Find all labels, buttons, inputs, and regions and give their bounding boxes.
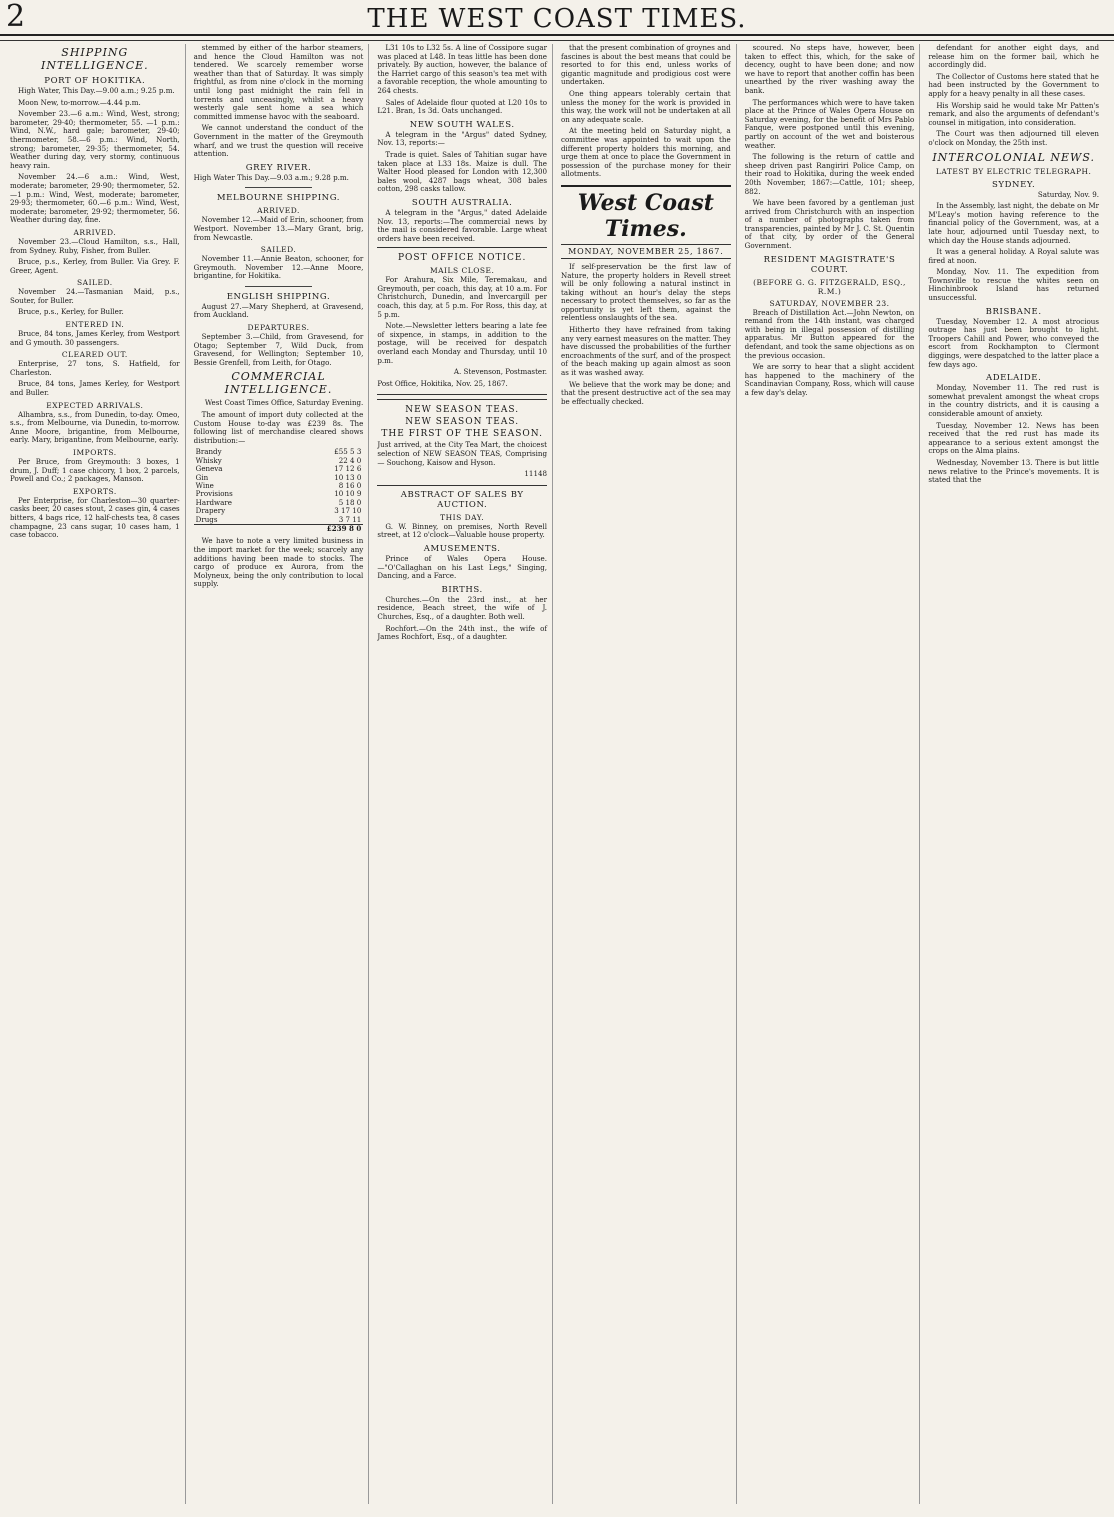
tea-ad-ref: 11148 xyxy=(524,469,547,479)
sales-heading: ABSTRACT OF SALES BY AUCTION. xyxy=(400,489,524,510)
tea-market: L31 10s to L32 5s. A line of Cossipore sugar was placed at L48. In teas little has been done privately. By auction, however, the balance of the Harriet cargo of this season's tea met with a favorable reception, the whole amounting to 264 chests. xyxy=(377,44,547,95)
births-heading: BIRTHS. xyxy=(441,584,483,595)
intercolonial-heading: INTERCOLONIAL NEWS. xyxy=(932,150,1096,164)
amusements-text: Prince of Wales Opera House.—"O'Callaghan on his Last Legs," Singing, Dancing, and a Farce. xyxy=(377,553,547,581)
duty-amount: 10 13 0 xyxy=(334,472,362,482)
duty-item: Geneva xyxy=(195,464,223,474)
court-continued-3: His Worship said he would take Mr Patten's remark, and also the arguments of defendant's counsel in mitigation, into consideration. xyxy=(928,100,1099,127)
port-heading: PORT OF HOKITIKA. xyxy=(44,76,146,86)
commercial-heading: COMMERCIAL INTELLIGENCE. xyxy=(224,370,333,397)
duty-item: Drugs xyxy=(195,514,218,524)
court-date: SATURDAY, NOVEMBER 23. xyxy=(769,298,890,308)
editorial-text-1: that the present combination of groynes and fascines is about the best means that could be resorted to for this end, unless works of gigantic magnitude and prodigious cost were undertaken. xyxy=(561,44,731,87)
duty-table xyxy=(194,448,364,533)
tea-ad-title-2: NEW SEASON TEAS. xyxy=(405,417,520,428)
court-text: Breach of Distillation Act.—John Newton, on remand from the 14th instant, was charged with being in illegal possession of distilling apparatus. Mr Button appeared for the defendant, and took the same objections as on the previous occasion. xyxy=(744,307,915,360)
melb-arrived-text: November 12.—Maid of Erin, schooner, from Westport. November 13.—Mary Grant, brig, from Newcastle. xyxy=(193,215,364,242)
court-continued-2: The Collector of Customs here stated that he had been instructed by the Government to apply for a heavy penalty in all these cases. xyxy=(928,71,1099,98)
duty-amount: 8 16 0 xyxy=(338,481,362,491)
flour-market: Sales of Adelaide flour quoted at L20 10s to L21. Bran, 1s 3d. Oats unchanged. xyxy=(377,97,547,116)
duty-item: Gin xyxy=(195,472,209,482)
duty-total: £239 8 0 xyxy=(281,525,363,534)
editorial-text-2: One thing appears tolerably certain that unless the money for the work is provided in this way, the work will not be undertaken at all on any adequate scale. xyxy=(561,88,731,124)
moon-line: Moon New, to-morrow.—4.44 p.m. xyxy=(18,97,141,107)
post-office-date: Post Office, Hokitika, Nov. 25, 1867. xyxy=(377,378,508,388)
local-news-3: The following is the return of cattle and sheep driven past Rangiriri Police Camp, on their road to Hokitika, during the week ended 20th November, 1867:—Cattle, 101; sheep, 882. xyxy=(744,152,915,196)
sailed-text-2: Bruce, p.s., Kerley, for Buller. xyxy=(18,307,124,317)
cleared-text: Enterprise, 27 tons, S. Hatfield, for Charleston. xyxy=(10,359,180,377)
nsw-intro: A telegram in the "Argus" dated Sydney, Nov. 13, reports:— xyxy=(377,129,547,148)
melb-sailed-text: November 11.—Annie Beaton, schooner, for Greymouth. November 12.—Anne Moore, brigantine, for Hokitika. xyxy=(193,254,364,281)
duty-item: Brandy xyxy=(195,447,222,457)
duty-amount: £55 5 3 xyxy=(334,447,362,457)
sailed-heading: SAILED. xyxy=(77,278,113,288)
brisbane-text: Tuesday, November 12. A most atrocious outrage has just been brought to light. Troopers Cahill and Power, who conveyed the escort from Rockhampton to Clermont diggings, were despatched to the latter place a few days ago. xyxy=(928,316,1099,369)
brisbane-heading: BRISBANE. xyxy=(985,306,1042,317)
sailed-text: November 24.—Tasmanian Maid, p.s., Souter, for Buller. xyxy=(10,287,180,305)
sydney-text-2: It was a general holiday. A Royal salute was fired at noon. xyxy=(928,247,1099,265)
local-news-5: We are sorry to hear that a slight accident has happened to the machinery of the Scandinavian Company, Ross, which will cause a few day's delay. xyxy=(744,362,915,397)
duty-row xyxy=(194,474,364,482)
duty-item: Whisky xyxy=(195,455,222,465)
divider xyxy=(245,286,313,287)
sydney-heading: SYDNEY. xyxy=(992,179,1036,190)
melb-sailed-heading: SAILED. xyxy=(260,245,297,255)
page-number: 2 xyxy=(6,0,26,34)
exports-heading: EXPORTS. xyxy=(72,486,117,496)
masthead-rule xyxy=(0,40,1114,41)
departures-text: September 3.—Child, from Gravesend, for Otago; September 7, Wild Duck, from Gravesend, for Wellington; September 10, Bessie Grenfell, from Leith, for Otago. xyxy=(193,332,364,367)
local-news-1: scoured. No steps have, however, been taken to effect this, which, for the sake of decency, ought to have been done; and now we have to report that another coffin has been unearthed by the river washing away the bank. xyxy=(744,44,915,95)
court-heading: RESIDENT MAGISTRATE'S COURT. xyxy=(763,254,896,275)
masthead-title: THE WEST COAST TIMES. xyxy=(367,4,747,34)
tea-advertisement xyxy=(377,399,547,485)
duty-amount: 5 18 0 xyxy=(338,497,362,507)
exports-text: Per Enterprise, for Charleston—30 quarter-casks beer, 20 cases stout, 2 cases gin, 4 cases bitters, 4 bags rice, 12 half-chests tea, 8 cases champagne, 23 cans sugar, 10 cases ham, 1 case tobacco. xyxy=(10,495,180,540)
local-news-4: We have been favored by a gentleman just arrived from Christchurch with an inspection of a number of photographs taken from transparencies, painted by Mr J. C. St. Quentin of that city, by order of the General Government. xyxy=(744,198,915,251)
column-4 xyxy=(561,44,737,1504)
sa-text: A telegram in the "Argus," dated Adelaide Nov. 13, reports:—The commercial news by the mail is considered favorable. Large wheat orders have been received. xyxy=(377,207,547,243)
leader-text-1: If self-preservation be the first law of Nature, the property holders in Revell street will be only following a natural instinct in taking without an hour's delay the steps necessary to protect themselves, so far as the opportunity is yet left them, against the relentless onslaughts of the sea. xyxy=(561,261,731,323)
court-continued-1: defendant for another eight days, and release him on the former bail, which he accordingly did. xyxy=(928,44,1099,70)
imports-heading: IMPORTS. xyxy=(73,448,117,457)
nsw-text: Trade is quiet. Sales of Tahitian sugar have taken place at L33 18s. Maize is dull. The Walter Hood pleased for London with 12,300 bales wool, 4287 bags wheat, 308 bales cotton, 298 casks tallow. xyxy=(377,149,547,194)
grey-river-heading: GREY RIVER. xyxy=(245,162,312,173)
english-arrival: August 27.—Mary Shepherd, at Gravesend, from Auckland. xyxy=(193,301,364,320)
editorial-text-3: At the meeting held on Saturday night, a committee was appointed to wait upon the different property holders this morning, and urge them at once to place the Government in possession of the purchase money for their allotments. xyxy=(561,126,731,179)
duty-item: Drapery xyxy=(195,506,226,516)
nameplate: West Coast Times. xyxy=(561,185,731,242)
duty-item: Provisions xyxy=(195,489,233,499)
court-magistrate: (BEFORE G. G. FITZGERALD, ESQ., R.M.) xyxy=(753,277,906,296)
this-day-heading: THIS DAY. xyxy=(440,512,485,522)
mails-close-heading: MAILS CLOSE. xyxy=(429,266,495,276)
adelaide-text-2: Tuesday, November 12. News has been received that the red rust has made its appearance to a serious extent amongst the crops on the Alma plains. xyxy=(928,420,1099,456)
telegraph-line: LATEST BY ELECTRIC TELEGRAPH. xyxy=(935,166,1092,176)
weather-report: stemmed by either of the harbor steamers, and hence the Cloud Hamilton was not tendered. We scarcely remember worse weather than that of Saturday. It was simply frightful, as from nine o'clock in the morning until long past midnight the rain fell in torrents and unceasingly, whilst a heavy westerly gale sent home a sea which committed immense havoc with the seaboard. xyxy=(193,44,364,121)
duty-amount: 22 4 0 xyxy=(338,455,362,465)
expected-heading: EXPECTED ARRIVALS. xyxy=(46,400,144,410)
grey-high-water: High Water This Day.—9.03 a.m.; 9.28 p.m. xyxy=(193,172,349,182)
departures-heading: DEPARTURES. xyxy=(247,323,310,333)
tea-ad-title-1: NEW SEASON TEAS. xyxy=(405,405,520,416)
duty-amount: 3 7 11 xyxy=(338,514,362,524)
duty-amount: 17 12 6 xyxy=(334,464,362,474)
arrived-heading: ARRIVED. xyxy=(73,227,117,237)
expected-text: Alhambra, s.s., from Dunedin, to-day. Omeo, s.s., from Melbourne, via Dunedin, to-morrow. Anne Moore, brigantine, from Melbourne, early. Mary, brigantine, from Melbourne, early. xyxy=(10,409,180,445)
shipping-heading: SHIPPING INTELLIGENCE. xyxy=(40,46,149,72)
high-water: High Water, This Day.—9.00 a.m.; 9.25 p.m. xyxy=(18,86,175,95)
office-line: West Coast Times Office, Saturday Evening. xyxy=(204,398,364,408)
mail-times: For Arahura, Six Mile, Teremakau, and Greymouth, per coach, this day, at 10 a.m. For Christchurch, Dunedin, and Invercargill per coach, this day, at 5 p.m. For Ross, this day, at 5 p.m. xyxy=(377,275,547,319)
duty-item: Hardware xyxy=(195,497,232,507)
divider xyxy=(245,187,313,188)
weather-nov-23: November 23.—6 a.m.: Wind, West, strong; barometer, 29·40; thermometer, 55. —1 p.m.: Wind, N.W., hard gale; barometer, 29·40; thermometer, 58.—6 p.m.: Wind, North, strong; barometer, 29·35; thermometer, 54. Weather during day, very stormy, continuous heavy rain. xyxy=(10,109,180,170)
leader-text-2: Hitherto they have refrained from taking any very earnest measures on the matter. They have discussed the probabilities of the further encroachments of the surf, and of the prospect of the beach making up again almost as soon as it was washed away. xyxy=(561,325,731,378)
import-market: We have to note a very limited business in the import market for the week; scarcely any additions having been made to stocks. The cargo of produce ex Aurora, from the Molyneux, being the only contribution to local supply. xyxy=(193,536,364,589)
local-news-2: The performances which were to have taken place at the Prince of Wales Opera House on Saturday evening, for the benefit of Mrs Pablo Fanque, were postponed until this evening, partly on account of the wet and boisterous weather. xyxy=(744,97,915,150)
post-office-notice xyxy=(377,247,547,395)
amusements-heading: AMUSEMENTS. xyxy=(423,543,501,554)
columns xyxy=(10,44,1104,1504)
imports-text: Per Bruce, from Greymouth: 3 boxes, 1 drum, J. Duff; 1 case chicory, 1 box, 2 parcels, Powell and Co.; 2 packages, Manson. xyxy=(10,457,180,484)
sa-heading: SOUTH AUSTRALIA. xyxy=(411,197,513,208)
sydney-text-1: In the Assembly, last night, the debate on Mr M'Leay's motion having reference to the financial policy of the Government, was, at a late hour, adjourned until Tuesday next, to which day the House stands adjourned. xyxy=(928,201,1099,245)
entered-text: Bruce, 84 tons, James Kerley, from Westport and G ymouth. 30 passengers. xyxy=(10,329,180,347)
melbourne-heading: MELBOURNE SHIPPING. xyxy=(216,193,341,204)
birth-notice-2: Rochfort.—On the 24th inst., the wife of James Rochfort, Esq., of a daughter. xyxy=(377,623,547,642)
cleared-text-2: Bruce, 84 tons, James Kerley, for Westport and Buller. xyxy=(10,379,180,398)
wharf-comment: We cannot understand the conduct of the Government in the matter of the Greymouth wharf, and we trust the question will receive attention. xyxy=(193,123,364,159)
column-5 xyxy=(745,44,921,1504)
entered-heading: ENTERED IN. xyxy=(65,320,125,330)
weather-nov-24: November 24.—6 a.m.: Wind, West, moderate; barometer, 29·90; thermometer, 52.—1 p.m.: Wind, West, moderate; barometer, 29·93; thermometer, 60.—6 p.m.: Wind, West, moderate; barometer, 29·92; thermometer, 56. Weather during day, fine. xyxy=(10,172,180,225)
court-continued-4: The Court was then adjourned till eleven o'clock on Monday, the 25th inst. xyxy=(928,129,1099,147)
duty-amount: 10 10 9 xyxy=(334,489,362,499)
english-heading: ENGLISH SHIPPING. xyxy=(226,291,331,302)
tea-ad-body: Just arrived, at the City Tea Mart, the choicest selection of NEW SEASON TEAS, Comprising — Souchong, Kaisow and Hyson. xyxy=(377,440,547,467)
duty-item: Wine xyxy=(195,481,214,491)
arrived-text: November 23.—Cloud Hamilton, s.s., Hall, from Sydney. Ruby, Fisher, from Buller. xyxy=(10,236,180,255)
duty-intro: The amount of import duty collected at the Custom House to-day was £239 8s. The following list of merchandise cleared shows distribution:— xyxy=(193,410,364,445)
duty-row xyxy=(194,507,364,515)
duty-total-label xyxy=(194,525,282,534)
adelaide-text-1: Monday, November 11. The red rust is somewhat prevalent amongst the wheat crops in the country districts, and it is causing a considerable amount of anxiety. xyxy=(928,383,1099,418)
column-1 xyxy=(10,44,186,1504)
nsw-heading: NEW SOUTH WALES. xyxy=(409,119,515,130)
melb-arrived-heading: ARRIVED. xyxy=(257,206,300,216)
leader-text-3: We believe that the work may be done; and that the present destructive act of the sea may be effectually checked. xyxy=(561,379,731,406)
column-3 xyxy=(377,44,553,1504)
sydney-date: Saturday, Nov. 9. xyxy=(1037,189,1099,199)
arrived-text-2: Bruce, p.s., Kerley, from Buller. Via Grey. F. Greer, Agent. xyxy=(10,257,180,275)
column-2 xyxy=(194,44,370,1504)
sales-text: G. W. Binney, on premises, North Revell street, at 12 o'clock—Valuable house property. xyxy=(377,521,547,540)
duty-amount: 3 17 10 xyxy=(334,506,362,516)
tea-ad-title-3: THE FIRST OF THE SEASON. xyxy=(381,429,543,440)
sydney-text-3: Monday, Nov. 11. The expedition from Townsville to rescue the whites seen on Hinchinbrook Island has returned unsuccessful. xyxy=(928,267,1099,303)
column-6 xyxy=(928,44,1104,1504)
mail-note: Note.—Newsletter letters bearing a late fee of sixpence, in stamps, in addition to the postage, will be received for despatch overland each Monday and Thursday, until 10 p.m. xyxy=(377,321,547,365)
masthead xyxy=(0,0,1114,36)
birth-notice-1: Churches.—On the 23rd inst., at her residence, Beach street, the wife of J. Churches, Esq., of a daughter. Both well. xyxy=(377,594,547,621)
cleared-heading: CLEARED OUT. xyxy=(61,350,128,360)
adelaide-text-3: Wednesday, November 13. There is but little news relative to the Prince's movements. It is stated that the xyxy=(928,457,1099,485)
post-office-heading: POST OFFICE NOTICE. xyxy=(397,253,527,264)
adelaide-heading: ADELAIDE. xyxy=(985,373,1042,384)
dateline: MONDAY, NOVEMBER 25, 1867. xyxy=(561,244,731,259)
postmaster-signoff: A. Stevenson, Postmaster. xyxy=(453,367,547,377)
